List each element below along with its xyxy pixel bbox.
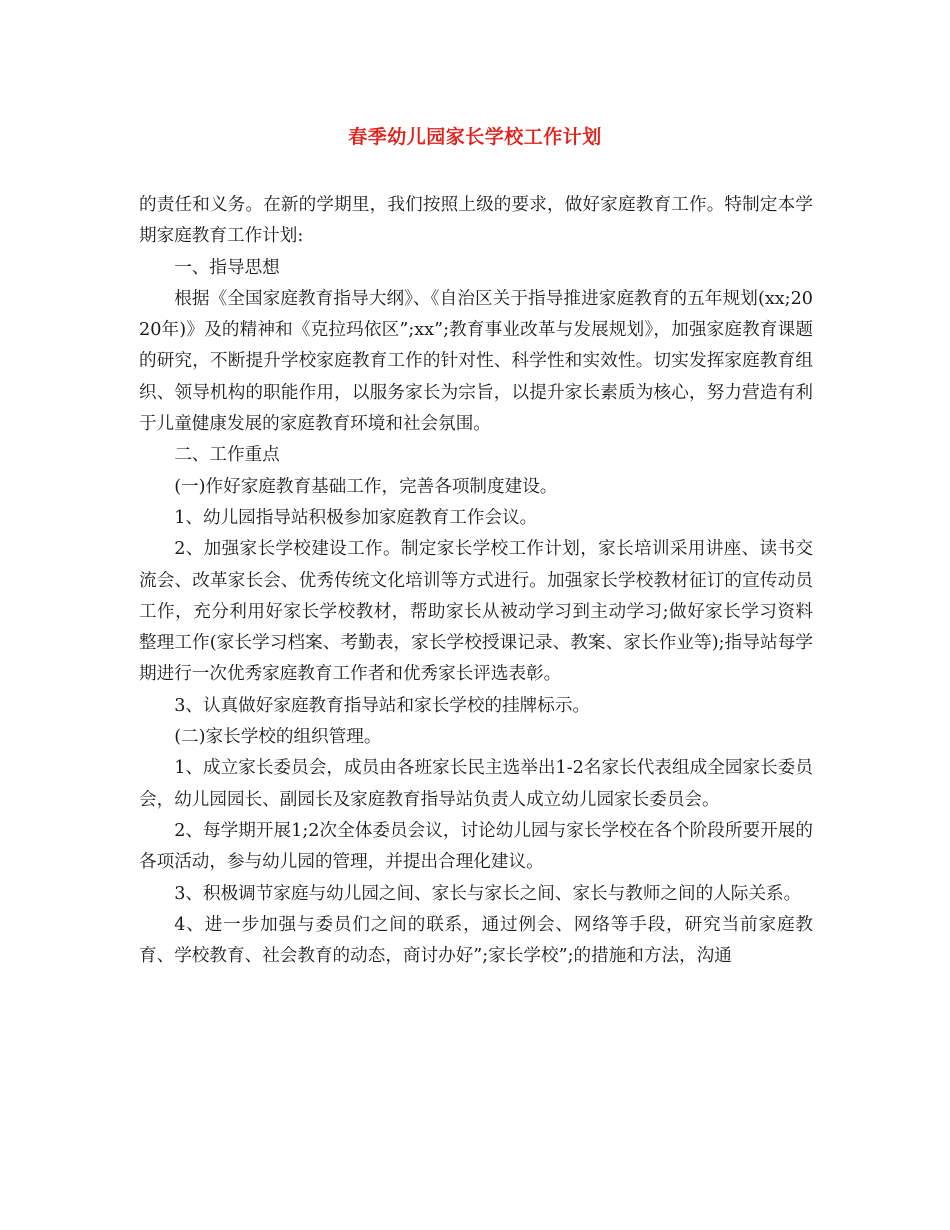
list-item: 2、每学期开展1;2次全体委员会议，讨论幼儿园与家长学校在各个阶段所要开展的各项活动，参与幼儿园的管理，并提出合理化建议。 — [139, 820, 813, 873]
list-item: 3、积极调节家庭与幼儿园之间、家长与家长之间、家长与教师之间的人际关系。 — [174, 883, 802, 904]
list-item: 4、进一步加强与委员们之间的联系，通过例会、网络等手段，研究当前家庭教育、学校教育、社会教育的动态，商讨办好”;家长学校”;的措施和方法，沟通 — [139, 914, 813, 967]
paragraph: 根据《全国家庭教育指导大纲》、《自治区关于指导推进家庭教育的五年规划(xx;2020年)》及的精神和《克拉玛依区”;xx”;教育事业改革与发展规划》，加强家庭教育课题的研究，不断提升学校家庭教育工作的针对性、科学性和实效性。切实发挥家庭教育组织、领导机构的职能作用，以服务家长为宗旨，以提升家长素质为核心，努力营造有利于儿童健康发展的家庭教育环境和社会氛围。 — [139, 288, 813, 435]
list-item: 1、幼儿园指导站积极参加家庭教育工作会议。 — [174, 507, 538, 528]
paragraph-intro: 的责任和义务。在新的学期里，我们按照上级的要求，做好家庭教育工作。特制定本学期家庭教育工作计划: — [139, 195, 813, 247]
section-heading-2: 二、工作重点 — [174, 445, 280, 466]
subsection-heading-2: (二)家长学校的组织管理。 — [174, 727, 382, 748]
document-body — [139, 190, 813, 972]
list-item: 2、加强家长学校建设工作。制定家长学校工作计划，家长培训采用讲座、读书交流会、改革家长会、优秀传统文化培训等方式进行。加强家长学校教材征订的宣传动员工作，充分利用好家长学校教材，帮助家长从被动学习到主动学习;做好家长学习资料整理工作(家长学习档案、考勤表，家长学校授课记录、教案、家长作业等);指导站每学期进行一次优秀家庭教育工作者和优秀家长评选表彰。 — [139, 539, 813, 685]
subsection-heading-1: (一)作好家庭教育基础工作，完善各项制度建设。 — [174, 476, 558, 497]
document-title: 春季幼儿园家长学校工作计划 — [348, 126, 602, 148]
list-item: 1、成立家长委员会，成员由各班家长民主选举出1-2名家长代表组成全园家长委员会，幼儿园园长、副园长及家庭教育指导站负责人成立幼儿园家长委员会。 — [139, 758, 813, 810]
list-item: 3、认真做好家庭教育指导站和家长学校的挂牌标示。 — [174, 695, 591, 716]
section-heading-1: 一、指导思想 — [174, 257, 280, 278]
